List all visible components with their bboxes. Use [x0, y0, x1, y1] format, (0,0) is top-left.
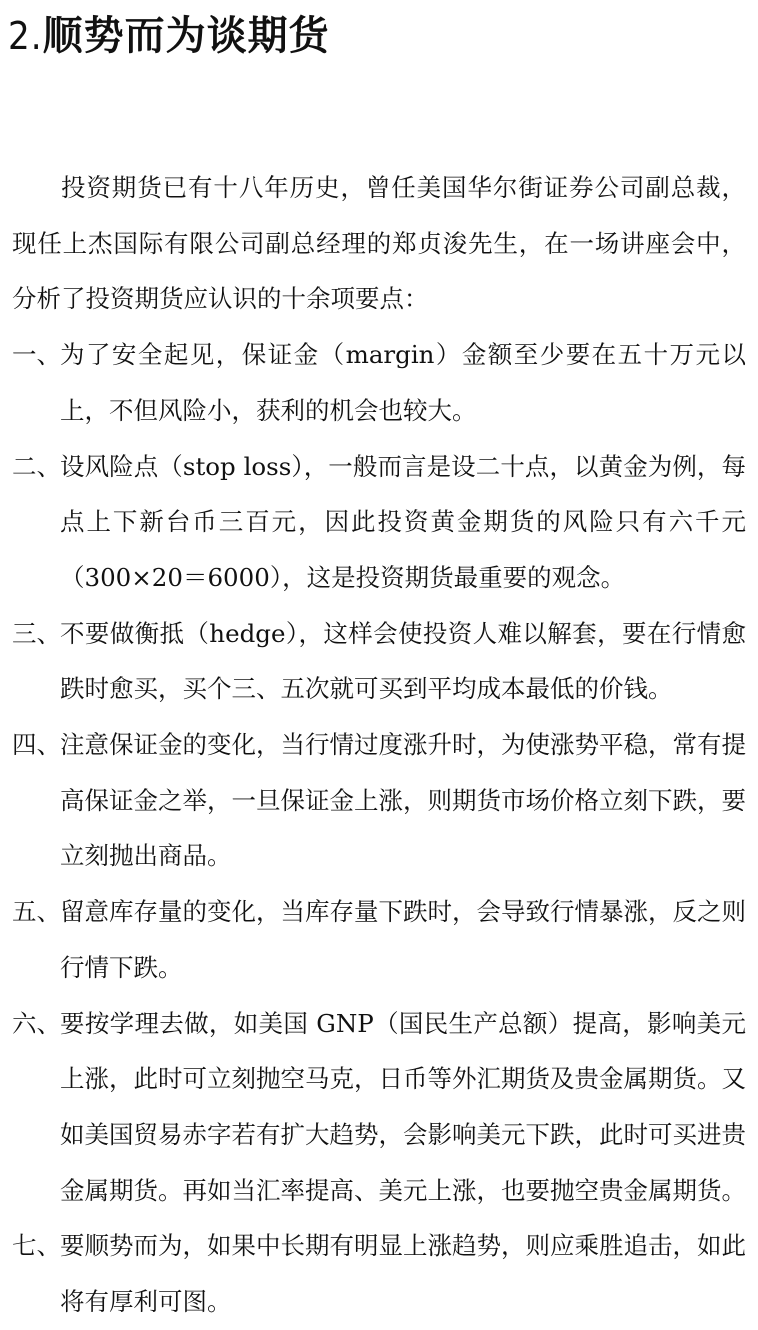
article-body — [12, 160, 746, 1330]
list-item-text: 注意保证金的变化，当行情过度涨升时，为使涨势平稳，常有提高保证金之举，一旦保证金上涨，则期货市场价格立刻下跌，要立刻抛出商品。 — [60, 730, 746, 871]
list-item-marker: 六、 — [12, 1008, 61, 1038]
list-item-text: 要按学理去做，如美国 GNP（国民生产总额）提高，影响美元上涨，此时可立刻抛空马克，日币等外汇期货及贵金属期货。又如美国贸易赤字若有扩大趋势，会影响美元下跌，此时可买进贵金属期货。再如当汇率提高、美元上涨，也要抛空贵金属期货。 — [60, 1008, 746, 1205]
list-item-marker: 四、 — [12, 730, 61, 760]
list-item — [12, 884, 746, 995]
intro-paragraph: 投资期货已有十八年历史，曾任美国华尔街证券公司副总裁，现任上杰国际有限公司副总经理的郑贞浚先生，在一场讲座会中，分析了投资期货应认识的十余项要点： — [12, 173, 746, 314]
section-title — [8, 4, 330, 68]
list-item-text: 为了安全起见，保证金（margin）金额至少要在五十万元以上，不但风险小，获利的机会也较大。 — [60, 340, 746, 425]
list-item-text: 不要做衡抵（hedge），这样会使投资人难以解套，要在行情愈跌时愈买，买个三、五次就可买到平均成本最低的价钱。 — [60, 618, 746, 704]
list-item — [12, 439, 746, 606]
list-item — [12, 717, 746, 884]
list-item-text: 要顺势而为，如果中长期有明显上涨趋势，则应乘胜追击，如此将有厚利可图。 — [60, 1231, 746, 1317]
list-item-marker: 三、 — [12, 618, 61, 648]
list-item — [12, 606, 746, 717]
list-item — [12, 996, 746, 1219]
list-item-text: 设风险点（stop loss），一般而言是设二十点，以黄金为例，每点上下新台币三百元，因此投资黄金期货的风险只有六千元（300×20＝6000），这是投资期货最重要的观念。 — [60, 451, 746, 592]
list-item-marker: 七、 — [12, 1231, 61, 1261]
list-item-marker: 五、 — [12, 897, 61, 927]
list-item-marker: 一、 — [12, 340, 61, 370]
list-item — [12, 327, 746, 438]
section-title-text: 顺势而为谈期货 — [42, 13, 330, 59]
list-item — [12, 1218, 746, 1329]
list-item-text: 留意库存量的变化，当库存量下跌时，会导致行情暴涨，反之则行情下跌。 — [60, 897, 746, 982]
section-number: 2. — [8, 14, 43, 58]
list-item-marker: 二、 — [12, 451, 61, 481]
